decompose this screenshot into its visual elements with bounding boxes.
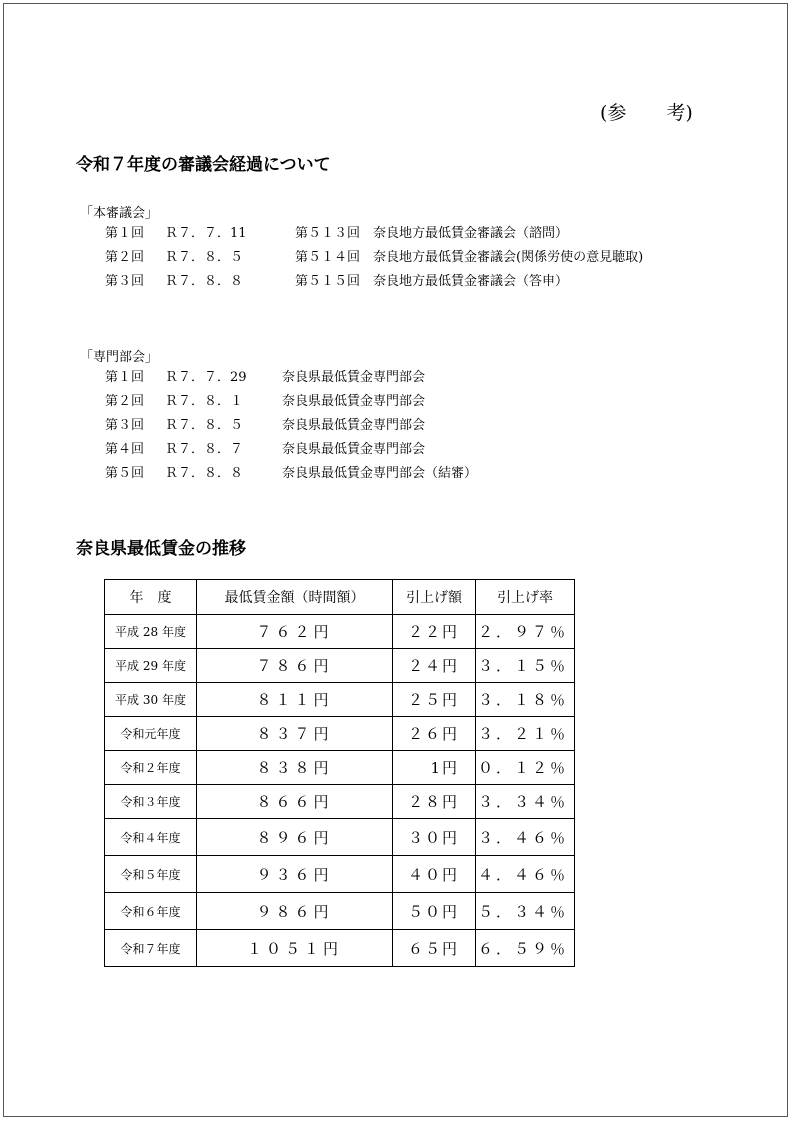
session-date: Ｒ７．８．５ (165, 418, 244, 433)
minimum-wage-table (104, 579, 575, 967)
cell-rate: ３．１５％ (476, 649, 575, 683)
cell-year: 令和７年度 (105, 930, 197, 967)
session-date: Ｒ７．８．１ (165, 394, 244, 409)
cell-wage: １０５１円 (197, 930, 393, 967)
session-date: Ｒ７．８．８ (165, 274, 244, 289)
session-number: 第２回 (105, 250, 145, 265)
cell-increase: ４０円 (393, 856, 476, 893)
table-row (105, 893, 575, 930)
cell-wage: ８１１円 (197, 683, 393, 717)
session-description: 奈良県最低賃金専門部会 (282, 442, 426, 457)
table-row (105, 717, 575, 751)
session-number: 第４回 (105, 442, 145, 457)
council-list (105, 222, 643, 294)
cell-increase: ３０円 (393, 819, 476, 856)
cell-increase: ２６円 (393, 717, 476, 751)
table-row (105, 819, 575, 856)
session-date: Ｒ７．８．５ (165, 250, 244, 265)
reference-label: (参 考) (600, 102, 693, 124)
session-number: 第５回 (105, 466, 145, 481)
list-item (105, 246, 643, 270)
session-date: Ｒ７．８．７ (165, 442, 244, 457)
table-row (105, 785, 575, 819)
session-description: 奈良県最低賃金専門部会（結審） (282, 466, 478, 481)
minimum-wage-heading: 奈良県最低賃金の推移 (76, 539, 246, 559)
list-item (105, 390, 477, 414)
header-increase: 引上げ額 (393, 580, 476, 615)
cell-wage: ７６２円 (197, 615, 393, 649)
header-rate: 引上げ率 (476, 580, 575, 615)
session-description: 奈良県最低賃金専門部会 (282, 370, 426, 385)
cell-year: 令和元年度 (105, 717, 197, 751)
cell-rate: ６．５９％ (476, 930, 575, 967)
list-item (105, 222, 643, 246)
list-item (105, 366, 477, 390)
cell-year: 令和５年度 (105, 856, 197, 893)
session-number: 第３回 (105, 274, 145, 289)
cell-increase: ５０円 (393, 893, 476, 930)
session-description: 奈良県最低賃金専門部会 (282, 394, 426, 409)
cell-wage: ７８６円 (197, 649, 393, 683)
cell-wage: ８９６円 (197, 819, 393, 856)
session-description: 第５１３回 奈良地方最低賃金審議会（諮問） (295, 226, 569, 241)
council-section-label: 「本審議会」 (80, 206, 159, 221)
cell-rate: ０．１２％ (476, 751, 575, 785)
session-description: 奈良県最低賃金専門部会 (282, 418, 426, 433)
cell-year: 令和６年度 (105, 893, 197, 930)
session-description: 第５１５回 奈良地方最低賃金審議会（答申） (295, 274, 569, 289)
cell-year: 令和２年度 (105, 751, 197, 785)
table-row (105, 856, 575, 893)
session-number: 第１回 (105, 370, 145, 385)
session-number: 第１回 (105, 226, 145, 241)
cell-rate: ３．３４％ (476, 785, 575, 819)
cell-rate: ５．３４％ (476, 893, 575, 930)
list-item (105, 270, 643, 294)
cell-year: 令和４年度 (105, 819, 197, 856)
cell-year: 平成 28 年度 (105, 615, 197, 649)
cell-increase: ２４円 (393, 649, 476, 683)
session-number: 第２回 (105, 394, 145, 409)
session-description: 第５１４回 奈良地方最低賃金審議会(関係労使の意見聴取) (295, 250, 644, 265)
cell-wage: ９８６円 (197, 893, 393, 930)
cell-rate: ２．９７％ (476, 615, 575, 649)
table-header-row (105, 580, 575, 615)
cell-increase: ２５円 (393, 683, 476, 717)
cell-year: 平成 29 年度 (105, 649, 197, 683)
council-progress-heading: 令和７年度の審議会経過について (76, 155, 331, 175)
cell-increase: ２２円 (393, 615, 476, 649)
header-year: 年 度 (105, 580, 197, 615)
cell-wage: ８３８円 (197, 751, 393, 785)
table-row (105, 615, 575, 649)
session-number: 第３回 (105, 418, 145, 433)
committee-list (105, 366, 477, 486)
list-item (105, 438, 477, 462)
cell-increase: ６５円 (393, 930, 476, 967)
header-wage: 最低賃金額（時間額） (197, 580, 393, 615)
table-row (105, 751, 575, 785)
session-date: Ｒ７．７．29 (165, 370, 247, 385)
cell-rate: ３．１８％ (476, 683, 575, 717)
cell-rate: ３．４６％ (476, 819, 575, 856)
cell-year: 平成 30 年度 (105, 683, 197, 717)
cell-wage: ８３７円 (197, 717, 393, 751)
session-date: Ｒ７．８．８ (165, 466, 244, 481)
session-date: Ｒ７．７．11 (165, 226, 247, 241)
cell-wage: ９３６円 (197, 856, 393, 893)
list-item (105, 462, 477, 486)
cell-year: 令和３年度 (105, 785, 197, 819)
cell-increase: 1円 (393, 751, 476, 785)
cell-rate: ３．２１％ (476, 717, 575, 751)
committee-section-label: 「専門部会」 (80, 350, 159, 365)
cell-rate: ４．４６％ (476, 856, 575, 893)
cell-increase: ２８円 (393, 785, 476, 819)
cell-wage: ８６６円 (197, 785, 393, 819)
table-row (105, 930, 575, 967)
list-item (105, 414, 477, 438)
table-row (105, 649, 575, 683)
table-row (105, 683, 575, 717)
